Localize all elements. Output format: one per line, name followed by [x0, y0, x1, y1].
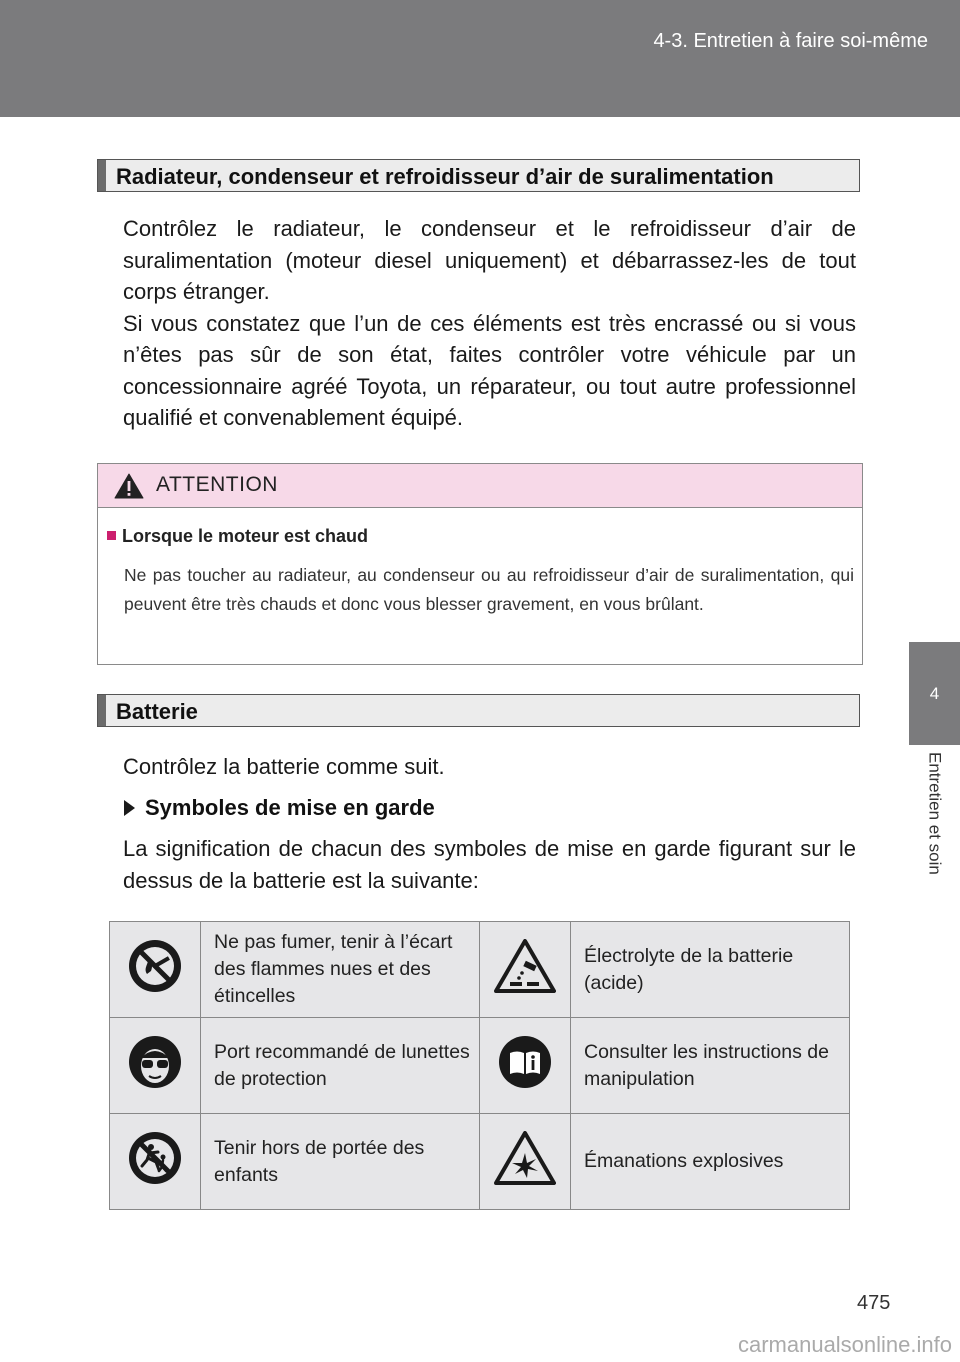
radiator-section-heading: Radiateur, condenseur et refroidisseur d’air de suralimentation [97, 159, 860, 192]
table-row [110, 1114, 850, 1210]
radiator-section-body [123, 213, 856, 434]
page-number: 475 [857, 1292, 891, 1314]
explosive-gas-icon [480, 1114, 571, 1210]
chapter-tab[interactable] [909, 642, 960, 745]
warning-subtitle: Lorsque le moteur est chaud [107, 526, 368, 547]
warning-symbols-table [109, 921, 850, 1210]
warning-text: Ne pas toucher au radiateur, au condenseur ou au refroidisseur d’air de suralimentation, qui peuvent être très chauds et donc vous blesser gravement, en vous brûlant. [124, 565, 854, 614]
no-smoking-text: Ne pas fumer, tenir à l’écart des flammes nues et des étincelles [201, 922, 480, 1018]
children-text: Tenir hors de portée des enfants [201, 1114, 480, 1210]
keep-children-away-icon [110, 1114, 201, 1210]
instructions-text: Consulter les instructions de manipulation [571, 1018, 850, 1114]
battery-section-heading: Batterie [97, 694, 860, 727]
no-smoking-flame-icon [110, 922, 201, 1018]
radiator-paragraph-2: Si vous constatez que l’un de ces éléments est très encrassé ou si vous n’êtes pas sûr de son état, faites contrôler votre véhicule par un concessionnaire agréé Toyota, un réparateur, ou tout autre professionnel qualifié et convenablement équipé. [123, 310, 856, 430]
safety-goggles-icon [110, 1018, 201, 1114]
chapter-label: Entretien et soin [925, 752, 945, 875]
instructions-book-icon [480, 1018, 571, 1114]
triangle-bullet-icon [124, 800, 135, 816]
symbols-description: La signification de chacun des symboles de mise en garde figurant sur le dessus de la batterie est la suivante: [123, 836, 856, 893]
goggles-text: Port recommandé de lunettes de protection [201, 1018, 480, 1114]
watermark: carmanualsonline.info [737, 1332, 952, 1357]
square-bullet-icon [107, 531, 116, 540]
acid-text: Électrolyte de la batterie (acide) [571, 922, 850, 1018]
table-row [110, 1018, 850, 1114]
warning-header [98, 464, 862, 508]
section-title: 4-3. Entretien à faire soi-même [653, 30, 928, 52]
battery-intro: Contrôlez la batterie comme suit. [123, 754, 445, 779]
symbols-bullet-title: Symboles de mise en garde [124, 795, 435, 821]
chapter-number: 4 [929, 684, 940, 703]
table-row [110, 922, 850, 1018]
warning-triangle-icon [114, 473, 144, 499]
warning-title: ATTENTION [156, 473, 278, 496]
page-header-bar [0, 0, 960, 117]
explosive-text: Émanations explosives [571, 1114, 850, 1210]
warning-box [97, 463, 863, 665]
acid-warning-icon [480, 922, 571, 1018]
radiator-paragraph-1: Contrôlez le radiateur, le condenseur et le refroidisseur d’air de suralimentation (moteur diesel uniquement) et débarrassez-les de tout corps étranger. [123, 216, 856, 304]
